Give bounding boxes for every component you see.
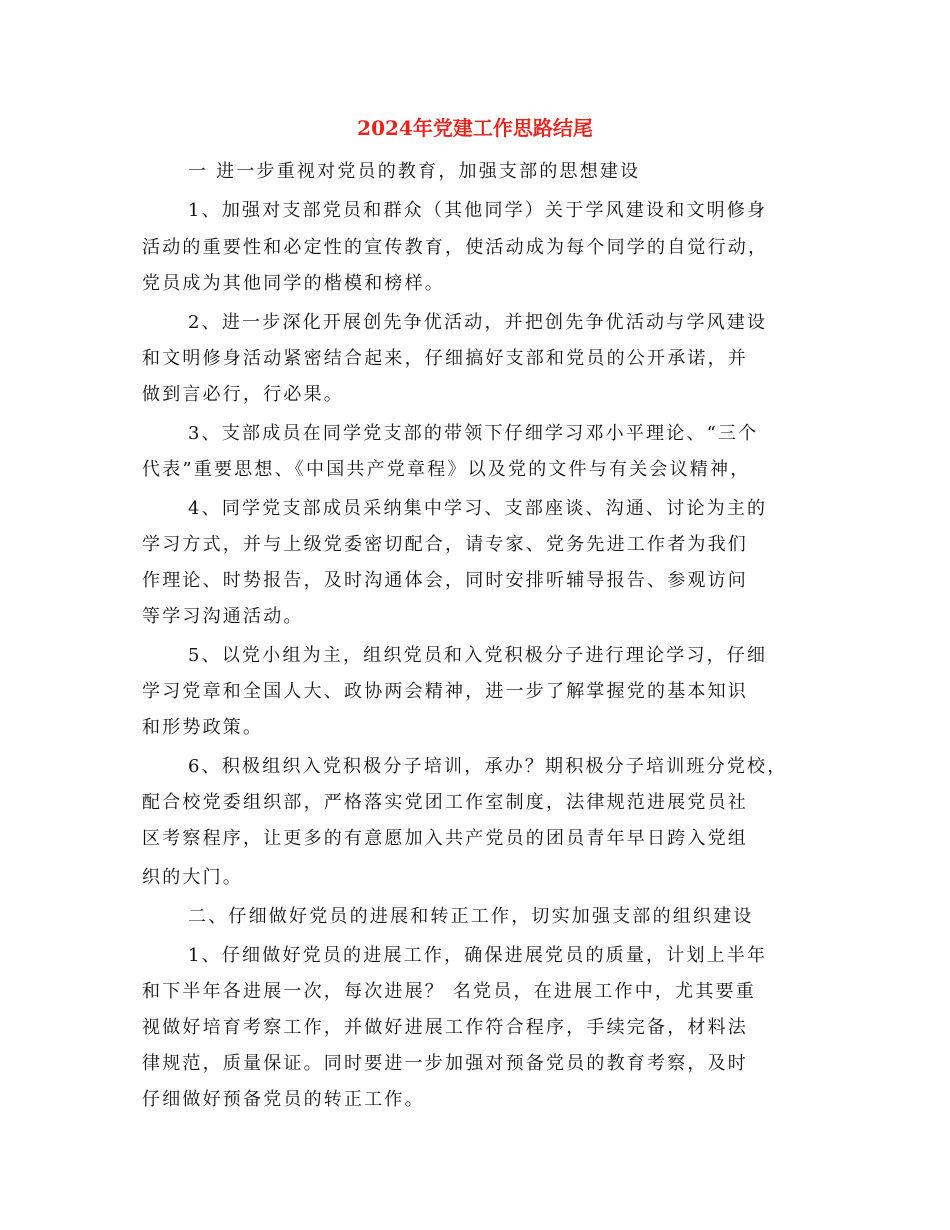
paragraph-line: 和文明修身活动紧密结合起来，仔细搞好支部和党员的公开承诺，并	[142, 348, 748, 369]
paragraph-line: 6、积极组织入党积极分子培训，承办？期积极分子培训班分党校，	[188, 756, 788, 777]
paragraph-line: 3、支部成员在同学党支部的带领下仔细学习邓小平理论、“三个	[188, 423, 759, 444]
paragraph-line: 仔细做好预备党员的转正工作。	[142, 1089, 425, 1110]
paragraph-line: 1、加强对支部党员和群众（其他同学）关于学风建设和文明修身	[188, 200, 768, 221]
paragraph-line: 学习党章和全国人大、政协两会精神，进一步了解掌握党的基本知识	[142, 681, 748, 702]
paragraph-line: 等学习沟通活动。	[142, 606, 304, 627]
paragraph-line: 党员成为其他同学的楷模和榜样。	[142, 273, 445, 294]
paragraph-line: 作理论、时势报告，及时沟通体会，同时安排听辅导报告、参观访问	[142, 570, 748, 591]
paragraph-line: 律规范，质量保证。同时要进一步加强对预备党员的教育考察，及时	[142, 1053, 748, 1074]
paragraph-line: 视做好培育考察工作，并做好进展工作符合程序，手续完备，材料法	[142, 1017, 748, 1038]
paragraph-line: 和下半年各进展一次，每次进展？ 名党员，在进展工作中，尤其要重	[142, 981, 756, 1002]
paragraph-line: 5、以党小组为主，组织党员和入党积极分子进行理论学习，仔细	[188, 645, 768, 666]
paragraph-line: 活动的重要性和必定性的宣传教育，使活动成为每个同学的自觉行动，	[142, 237, 769, 258]
section-heading-2: 二、仔细做好党员的进展和转正工作，切实加强支部的组织建设	[188, 906, 754, 927]
paragraph-line: 4、同学党支部成员采纳集中学习、支部座谈、沟通、讨论为主的	[188, 498, 768, 519]
paragraph-line: 2、进一步深化开展创先争优活动，并把创先争优活动与学风建设	[188, 312, 768, 333]
paragraph-line: 区考察程序，让更多的有意愿加入共产党员的团员青年早日跨入党组	[142, 828, 748, 849]
paragraph-line: 代表”重要思想、《中国共产党章程》以及党的文件与有关会议精神，	[142, 459, 751, 480]
paragraph-line: 学习方式，并与上级党委密切配合，请专家、党务先进工作者为我们	[142, 534, 748, 555]
section-heading-1: 一 进一步重视对党员的教育，加强支部的思想建设	[188, 161, 641, 182]
paragraph-line: 1、仔细做好党员的进展工作，确保进展党员的质量，计划上半年	[188, 945, 768, 966]
paragraph-line: 配合校党委组织部，严格落实党团工作室制度，法律规范进展党员社	[142, 792, 748, 813]
paragraph-line: 做到言必行，行必果。	[142, 384, 344, 405]
document-title: 2024年党建工作思路结尾	[357, 116, 593, 140]
paragraph-line: 织的大门。	[142, 867, 243, 888]
paragraph-line: 和形势政策。	[142, 717, 264, 738]
